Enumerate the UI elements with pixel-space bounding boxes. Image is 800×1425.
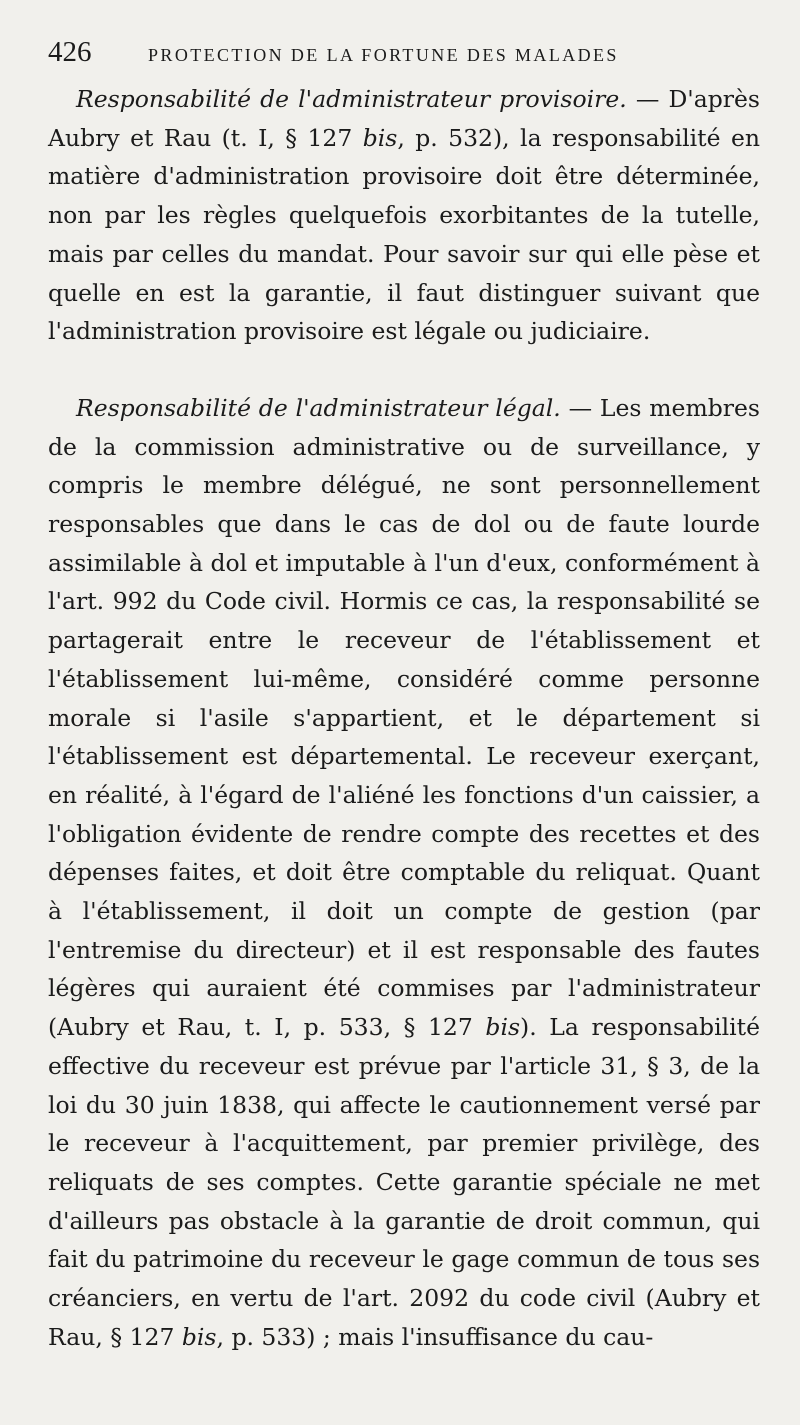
body-text: , p. 533) ; mais l'insuffisance du cau- — [216, 1322, 654, 1351]
body-text: , p. 532), la responsabilité en matière d'administration provisoire doit être déterminée, non par les règles quelquefois exorbitantes de la tutelle, mais par celles du mandat. Pour savoir sur qui elle pèse et quelle en est la garantie, il faut distinguer suivant que l'administration provisoire est légale ou judiciaire. — [48, 123, 760, 346]
running-title: PROTECTION DE LA FORTUNE DES MALADES — [148, 45, 619, 65]
heading-separator: — — [560, 393, 600, 422]
running-head — [48, 36, 760, 80]
italic-term: bis — [485, 1013, 521, 1042]
page-number: 426 — [48, 36, 92, 68]
italic-term: bis — [362, 123, 398, 152]
paragraph-administrateur-legal — [48, 389, 760, 1357]
section-heading: Responsabilité de l'administrateur provisoire. — [76, 85, 627, 113]
section-heading: Responsabilité de l'administrateur légal. — [76, 393, 561, 422]
italic-term: bis — [181, 1322, 217, 1351]
paragraph-administrateur-provisoire — [48, 80, 760, 351]
heading-separator: — — [626, 85, 669, 113]
body-text: Les membres de la commission administrative ou de surveillance, y compris le membre délégué, ne sont personnellement responsables que dans le cas de dol ou de faute lourde assimilable à dol et imputable à l'un d'eux, conformément à l'art. 992 du Code civil. Hormis ce cas, la responsabilité se partagerait entre le receveur de l'établissement et l'établissement lui-même, considéré comme personne morale si l'asile s'appartient, et le département si l'établissement est départemental. Le receveur exerçant, en réalité, à l'égard de l'aliéné les fonctions d'un caissier, a l'obligation évidente de rendre compte des recettes et des dépenses faites, et doit être comptable du reliquat. Quant à l'établissement, il doit un compte de gestion (par l'entremise du directeur) et il est responsable des fautes légères qui auraient été commises par l'administrateur (Aubry et Rau, t. I, p. 533, § 127 — [48, 393, 760, 1042]
body-text: ). La responsabilité effective du receveur est prévue par l'article 31, § 3, de la loi du 30 juin 1838, qui affecte le cautionnement versé par le receveur à l'acquittement, par premier privilège, des reliquats de ses comptes. Cette garantie spéciale ne met d'ailleurs pas obstacle à la garantie de droit commun, qui fait du patrimoine du receveur le gage commun de tous ses créanciers, en vertu de l'art. 2092 du code civil (Aubry et Rau, § 127 — [48, 1013, 760, 1351]
body-text: D'après Aubry et Rau (t. I, § 127 — [48, 85, 760, 152]
